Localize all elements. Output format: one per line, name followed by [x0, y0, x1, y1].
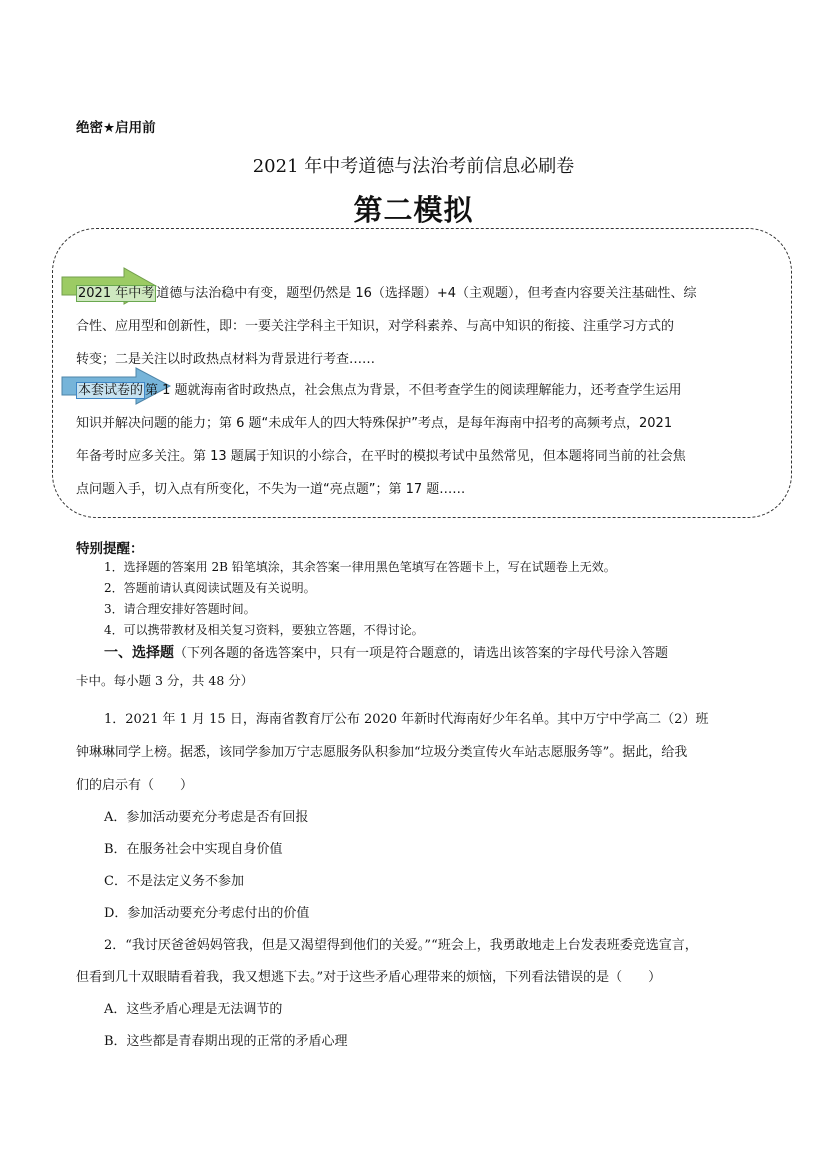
intro-highlight-green: 2021 年中考 — [78, 286, 155, 301]
section-instruction-continued: 卡中。每小题 3 分，共 48 分） — [76, 673, 254, 688]
section-heading: 一、选择题 — [104, 645, 174, 661]
notice-item: 4．可以携带教材及相关复习资料，要独立答题，不得讨论。 — [104, 623, 424, 637]
intro-text: 道德与法治稳中有变，题型仍然是 16（选择题）+4（主观题），但考查内容要关注基础性、综 — [156, 286, 697, 301]
intro-highlight-blue: 本套试卷的 — [78, 383, 144, 398]
question-2-line-2: 但看到几十双眼睛看着我，我又想逃下去。”对于这些矛盾心理带来的烦恼，下列看法错误的是（ ） — [76, 970, 662, 985]
document-title: 2021 年中考道德与法治考前信息必刷卷 — [252, 156, 575, 177]
question-1-option-c: C．不是法定义务不参加 — [104, 874, 244, 889]
confidential-label: 绝密★启用前 — [76, 120, 156, 136]
question-1-option-b: B．在服务社会中实现自身价值 — [104, 842, 283, 857]
intro-paragraph-1-line-2: 合性、应用型和创新性，即：一要关注学科主干知识，对学科素养、与高中知识的衔接、注重学习方式的 — [76, 319, 675, 334]
document-subtitle: 第二模拟 — [353, 193, 474, 227]
question-1-option-a: A．参加活动要充分考虑是否有回报 — [104, 810, 309, 825]
notice-title: 特别提醒： — [76, 541, 144, 557]
question-1-line-3: 们的启示有（ ） — [76, 778, 194, 793]
intro-paragraph-1-line-3: 转变；二是关注以时政热点材料为背景进行考查…… — [76, 352, 376, 367]
intro-text: 第 1 题就海南省时政热点，社会焦点为背景，不但考查学生的阅读理解能力，还考查学生运用 — [145, 383, 682, 398]
notice-item: 3．请合理安排好答题时间。 — [104, 602, 256, 616]
notice-item: 2．答题前请认真阅读试题及有关说明。 — [104, 581, 316, 595]
question-2-option-a: A．这些矛盾心理是无法调节的 — [104, 1002, 283, 1017]
question-1-option-d: D．参加活动要充分考虑付出的价值 — [104, 906, 310, 921]
section-heading-line — [104, 642, 668, 662]
intro-paragraph-1-line-1 — [76, 282, 697, 301]
intro-paragraph-2-line-4: 点问题入手，切入点有所变化，不失为一道“亮点题”；第 17 题…… — [76, 482, 466, 497]
section-instruction: （下列各题的备选答案中，只有一项是符合题意的，请选出该答案的字母代号涂入答题 — [174, 646, 669, 661]
notice-item: 1．选择题的答案用 2B 铅笔填涂，其余答案一律用黑色笔填写在答题卡上，写在试题卷上无效。 — [104, 560, 616, 574]
question-2-line-1: 2．“我讨厌爸爸妈妈管我，但是又渴望得到他们的关爱。”“班会上，我勇敢地走上台发表班委竞选宣言， — [104, 938, 698, 953]
intro-paragraph-2-line-2: 知识并解决问题的能力；第 6 题“未成年人的四大特殊保护”考点，是每年海南中招考的高频考点，2021 — [76, 416, 673, 431]
question-2-option-b: B．这些都是青春期出现的正常的矛盾心理 — [104, 1034, 348, 1049]
question-1-line-1: 1．2021 年 1 月 15 日，海南省教育厅公布 2020 年新时代海南好少年名单。其中万宁中学高二（2）班 — [104, 712, 709, 727]
intro-paragraph-2-line-3: 年备考时应多关注。第 13 题属于知识的小综合，在平时的模拟考试中虽然常见，但本题将同当前的社会焦 — [76, 449, 686, 464]
question-1-line-2: 钟琳琳同学上榜。据悉，该同学参加万宁志愿服务队积参加“垃圾分类宣传火车站志愿服务等”。据此，给我 — [76, 745, 688, 760]
intro-paragraph-2-line-1 — [76, 379, 682, 398]
